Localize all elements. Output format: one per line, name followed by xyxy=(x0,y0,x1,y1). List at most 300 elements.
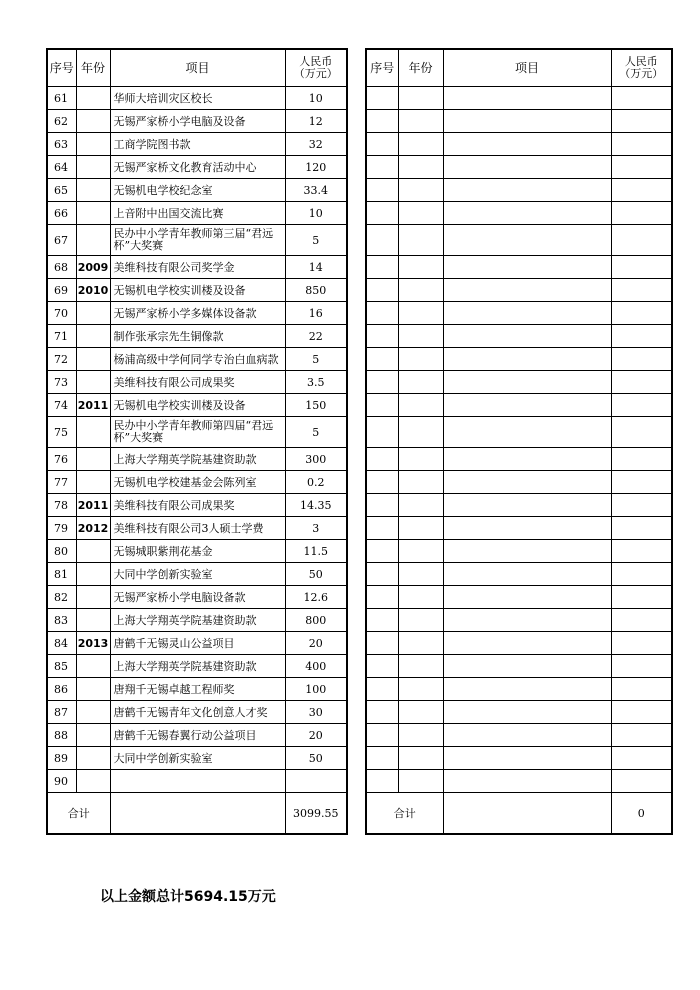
row-item xyxy=(110,770,285,793)
row-year xyxy=(398,517,443,540)
row-amount xyxy=(611,87,672,110)
right-total-label: 合计 xyxy=(366,793,443,835)
row-year xyxy=(76,348,110,371)
left-total-label: 合计 xyxy=(47,793,110,835)
row-number xyxy=(366,770,398,793)
row-number: 87 xyxy=(47,701,76,724)
row-item: 无锡严家桥小学多媒体设备款 xyxy=(110,302,285,325)
table-row xyxy=(47,279,347,302)
row-year xyxy=(398,678,443,701)
row-item: 上海大学翔英学院基建资助款 xyxy=(110,609,285,632)
table-row-empty xyxy=(366,417,672,448)
table-row-empty xyxy=(366,348,672,371)
table-row xyxy=(47,302,347,325)
table-row xyxy=(47,471,347,494)
grand-total-note: 以上金额总计5694.15万元 xyxy=(100,889,276,905)
row-amount: 3 xyxy=(285,517,347,540)
row-amount xyxy=(611,156,672,179)
table-row-empty xyxy=(366,517,672,540)
row-item xyxy=(443,256,611,279)
header-year: 年份 xyxy=(76,49,110,87)
table-row xyxy=(47,256,347,279)
table-row xyxy=(47,179,347,202)
row-number xyxy=(366,655,398,678)
row-number: 61 xyxy=(47,87,76,110)
row-amount xyxy=(611,133,672,156)
row-amount xyxy=(611,724,672,747)
row-year xyxy=(76,586,110,609)
left-header-row xyxy=(47,49,347,87)
row-year xyxy=(398,133,443,156)
header-rmb-line2: （万元） xyxy=(293,67,338,80)
row-year xyxy=(76,770,110,793)
table-row xyxy=(47,448,347,471)
row-amount xyxy=(611,586,672,609)
row-amount xyxy=(611,302,672,325)
row-number xyxy=(366,325,398,348)
row-year xyxy=(398,701,443,724)
table-row-empty xyxy=(366,632,672,655)
row-item xyxy=(443,394,611,417)
row-amount xyxy=(611,632,672,655)
row-item xyxy=(443,563,611,586)
row-item xyxy=(443,133,611,156)
row-number: 89 xyxy=(47,747,76,770)
row-item xyxy=(443,540,611,563)
row-item: 无锡严家桥小学电脑及设备 xyxy=(110,110,285,133)
row-year xyxy=(76,302,110,325)
row-number xyxy=(366,724,398,747)
row-year xyxy=(398,179,443,202)
row-amount: 3.5 xyxy=(285,371,347,394)
table-row-empty xyxy=(366,302,672,325)
table-row-empty xyxy=(366,87,672,110)
row-amount: 14.35 xyxy=(285,494,347,517)
table-row xyxy=(47,540,347,563)
row-number: 82 xyxy=(47,586,76,609)
row-number xyxy=(366,747,398,770)
row-year xyxy=(76,156,110,179)
row-year xyxy=(76,325,110,348)
table-row-empty xyxy=(366,471,672,494)
row-item xyxy=(443,448,611,471)
header-rmb-line1: 人民币 xyxy=(624,55,658,68)
row-number xyxy=(366,563,398,586)
row-item xyxy=(443,655,611,678)
row-number xyxy=(366,494,398,517)
row-item: 上海大学翔英学院基建资助款 xyxy=(110,655,285,678)
table-row-empty xyxy=(366,394,672,417)
right-total-row xyxy=(366,793,672,835)
row-number xyxy=(366,202,398,225)
row-amount xyxy=(611,110,672,133)
row-number: 76 xyxy=(47,448,76,471)
row-number xyxy=(366,133,398,156)
row-amount: 800 xyxy=(285,609,347,632)
row-number xyxy=(366,256,398,279)
row-number: 75 xyxy=(47,417,76,448)
row-number: 84 xyxy=(47,632,76,655)
row-number xyxy=(366,517,398,540)
row-amount: 32 xyxy=(285,133,347,156)
row-year xyxy=(398,586,443,609)
header-item: 项目 xyxy=(110,49,285,87)
row-item xyxy=(443,678,611,701)
row-number xyxy=(366,632,398,655)
row-number: 90 xyxy=(47,770,76,793)
row-amount xyxy=(611,471,672,494)
row-number: 80 xyxy=(47,540,76,563)
row-amount xyxy=(611,256,672,279)
header-rmb xyxy=(285,49,347,87)
row-item: 美维科技有限公司成果奖 xyxy=(110,371,285,394)
row-number xyxy=(366,678,398,701)
row-amount: 400 xyxy=(285,655,347,678)
row-amount xyxy=(611,179,672,202)
row-number: 74 xyxy=(47,394,76,417)
row-amount xyxy=(611,202,672,225)
row-item: 上海大学翔英学院基建资助款 xyxy=(110,448,285,471)
row-number: 73 xyxy=(47,371,76,394)
row-amount: 30 xyxy=(285,701,347,724)
table-row-empty xyxy=(366,563,672,586)
row-amount: 22 xyxy=(285,325,347,348)
row-number xyxy=(366,371,398,394)
row-number: 86 xyxy=(47,678,76,701)
row-number: 70 xyxy=(47,302,76,325)
row-number xyxy=(366,179,398,202)
row-number: 64 xyxy=(47,156,76,179)
row-item: 无锡严家桥小学电脑设备款 xyxy=(110,586,285,609)
table-row-empty xyxy=(366,110,672,133)
row-number: 68 xyxy=(47,256,76,279)
row-item: 无锡机电学校建基金会陈列室 xyxy=(110,471,285,494)
row-item: 唐鹤千无锡灵山公益项目 xyxy=(110,632,285,655)
row-number xyxy=(366,586,398,609)
row-item: 唐翔千无锡卓越工程师奖 xyxy=(110,678,285,701)
row-item: 制作张承宗先生铜像款 xyxy=(110,325,285,348)
table-row-empty xyxy=(366,655,672,678)
row-item: 美维科技有限公司成果奖 xyxy=(110,494,285,517)
row-item xyxy=(443,348,611,371)
row-number: 67 xyxy=(47,225,76,256)
right-total-empty xyxy=(443,793,611,835)
row-item xyxy=(443,371,611,394)
row-amount: 50 xyxy=(285,563,347,586)
row-item xyxy=(443,770,611,793)
row-number: 88 xyxy=(47,724,76,747)
table-row-empty xyxy=(366,724,672,747)
row-amount xyxy=(611,609,672,632)
table-row xyxy=(47,609,347,632)
row-item: 大同中学创新实验室 xyxy=(110,747,285,770)
header-item: 项目 xyxy=(443,49,611,87)
row-amount: 10 xyxy=(285,87,347,110)
row-number: 83 xyxy=(47,609,76,632)
table-row-empty xyxy=(366,448,672,471)
row-amount xyxy=(611,279,672,302)
row-amount xyxy=(611,225,672,256)
row-year xyxy=(76,471,110,494)
header-seq: 序号 xyxy=(366,49,398,87)
row-number: 62 xyxy=(47,110,76,133)
header-rmb xyxy=(611,49,672,87)
row-year xyxy=(398,87,443,110)
table-row xyxy=(47,563,347,586)
table-row xyxy=(47,724,347,747)
row-year xyxy=(76,655,110,678)
row-item xyxy=(443,225,611,256)
row-year: 2011 xyxy=(76,494,110,517)
row-number xyxy=(366,540,398,563)
row-item xyxy=(443,609,611,632)
table-row-empty xyxy=(366,225,672,256)
row-item: 工商学院图书款 xyxy=(110,133,285,156)
row-item: 唐鹤千无锡春翼行动公益项目 xyxy=(110,724,285,747)
table-row xyxy=(47,156,347,179)
row-number: 77 xyxy=(47,471,76,494)
row-number xyxy=(366,417,398,448)
row-number xyxy=(366,448,398,471)
row-year xyxy=(76,448,110,471)
row-item: 美维科技有限公司奖学金 xyxy=(110,256,285,279)
row-year xyxy=(76,133,110,156)
table-row-empty xyxy=(366,256,672,279)
row-item: 民办中小学青年教师第四届“君远杯”大奖赛 xyxy=(110,417,285,448)
table-row-empty xyxy=(366,279,672,302)
row-year xyxy=(398,471,443,494)
left-total-amount: 3099.55 xyxy=(285,793,347,835)
row-item xyxy=(443,586,611,609)
row-item: 杨浦高级中学何同学专治白血病款 xyxy=(110,348,285,371)
right-total-amount: 0 xyxy=(611,793,672,835)
table-row-empty xyxy=(366,540,672,563)
table-row xyxy=(47,586,347,609)
row-item xyxy=(443,471,611,494)
row-amount: 850 xyxy=(285,279,347,302)
right-header-row xyxy=(366,49,672,87)
table-row xyxy=(47,494,347,517)
row-year xyxy=(76,701,110,724)
row-amount: 120 xyxy=(285,156,347,179)
row-year xyxy=(398,747,443,770)
row-item: 无锡严家桥文化教育活动中心 xyxy=(110,156,285,179)
left-donation-table xyxy=(46,48,348,835)
row-year xyxy=(398,394,443,417)
table-row-empty xyxy=(366,156,672,179)
row-item xyxy=(443,202,611,225)
row-item xyxy=(443,494,611,517)
row-number: 81 xyxy=(47,563,76,586)
right-donation-table xyxy=(365,48,673,835)
row-item: 大同中学创新实验室 xyxy=(110,563,285,586)
row-year xyxy=(398,348,443,371)
row-number: 79 xyxy=(47,517,76,540)
row-number: 78 xyxy=(47,494,76,517)
table-row-empty xyxy=(366,678,672,701)
row-item: 无锡城职紫荆花基金 xyxy=(110,540,285,563)
row-number xyxy=(366,87,398,110)
row-year xyxy=(398,110,443,133)
row-item: 华师大培训灾区校长 xyxy=(110,87,285,110)
row-number xyxy=(366,302,398,325)
header-seq: 序号 xyxy=(47,49,76,87)
row-amount xyxy=(611,563,672,586)
row-amount xyxy=(611,448,672,471)
row-item xyxy=(443,632,611,655)
table-row xyxy=(47,110,347,133)
row-year xyxy=(76,371,110,394)
row-year: 2013 xyxy=(76,632,110,655)
row-number: 66 xyxy=(47,202,76,225)
table-row-empty xyxy=(366,770,672,793)
row-year xyxy=(76,179,110,202)
row-number xyxy=(366,701,398,724)
table-row-empty xyxy=(366,747,672,770)
row-item xyxy=(443,302,611,325)
table-row-empty xyxy=(366,371,672,394)
row-amount: 300 xyxy=(285,448,347,471)
row-year xyxy=(398,302,443,325)
table-row-empty xyxy=(366,609,672,632)
row-amount: 16 xyxy=(285,302,347,325)
row-item: 上音附中出国交流比赛 xyxy=(110,202,285,225)
row-year xyxy=(76,540,110,563)
row-year: 2009 xyxy=(76,256,110,279)
row-amount: 12.6 xyxy=(285,586,347,609)
row-year xyxy=(398,371,443,394)
header-rmb-line1: 人民币 xyxy=(299,55,333,68)
row-year xyxy=(398,202,443,225)
row-item: 无锡机电学校实训楼及设备 xyxy=(110,279,285,302)
row-year xyxy=(398,770,443,793)
table-row xyxy=(47,747,347,770)
row-year xyxy=(398,448,443,471)
row-year xyxy=(398,724,443,747)
row-year xyxy=(398,225,443,256)
table-row xyxy=(47,202,347,225)
row-amount: 5 xyxy=(285,348,347,371)
row-amount xyxy=(611,371,672,394)
row-number xyxy=(366,225,398,256)
row-number: 71 xyxy=(47,325,76,348)
table-row xyxy=(47,325,347,348)
row-item: 无锡机电学校纪念室 xyxy=(110,179,285,202)
row-amount xyxy=(285,770,347,793)
table-row-empty xyxy=(366,202,672,225)
header-rmb-line2: （万元） xyxy=(619,67,664,80)
table-row xyxy=(47,348,347,371)
row-amount: 10 xyxy=(285,202,347,225)
row-year xyxy=(398,494,443,517)
row-amount: 100 xyxy=(285,678,347,701)
row-year xyxy=(76,417,110,448)
row-item xyxy=(443,325,611,348)
row-number: 63 xyxy=(47,133,76,156)
row-item xyxy=(443,87,611,110)
row-amount xyxy=(611,655,672,678)
row-year: 2011 xyxy=(76,394,110,417)
left-total-empty xyxy=(110,793,285,835)
row-item xyxy=(443,517,611,540)
row-amount: 0.2 xyxy=(285,471,347,494)
row-item xyxy=(443,179,611,202)
row-amount: 20 xyxy=(285,724,347,747)
row-amount xyxy=(611,678,672,701)
table-row xyxy=(47,701,347,724)
row-number: 69 xyxy=(47,279,76,302)
row-year xyxy=(398,632,443,655)
row-amount xyxy=(611,701,672,724)
row-amount xyxy=(611,494,672,517)
table-row xyxy=(47,632,347,655)
left-total-row xyxy=(47,793,347,835)
row-item xyxy=(443,724,611,747)
row-year xyxy=(76,202,110,225)
row-year xyxy=(76,563,110,586)
row-year xyxy=(398,563,443,586)
row-number: 65 xyxy=(47,179,76,202)
row-item xyxy=(443,417,611,448)
row-amount xyxy=(611,770,672,793)
row-amount: 11.5 xyxy=(285,540,347,563)
row-item xyxy=(443,701,611,724)
row-item: 无锡机电学校实训楼及设备 xyxy=(110,394,285,417)
table-row-empty xyxy=(366,701,672,724)
row-item xyxy=(443,747,611,770)
row-year xyxy=(398,279,443,302)
row-item: 美维科技有限公司3人硕士学费 xyxy=(110,517,285,540)
row-item: 唐鹤千无锡青年文化创意人才奖 xyxy=(110,701,285,724)
table-row xyxy=(47,678,347,701)
table-row xyxy=(47,225,347,256)
row-item xyxy=(443,156,611,179)
row-amount: 12 xyxy=(285,110,347,133)
row-amount xyxy=(611,325,672,348)
row-year xyxy=(398,655,443,678)
row-amount xyxy=(611,747,672,770)
row-amount: 33.4 xyxy=(285,179,347,202)
row-year xyxy=(76,747,110,770)
row-number xyxy=(366,394,398,417)
table-row xyxy=(47,371,347,394)
row-item xyxy=(443,279,611,302)
table-row xyxy=(47,133,347,156)
row-item xyxy=(443,110,611,133)
row-number xyxy=(366,156,398,179)
row-year xyxy=(398,256,443,279)
table-row-empty xyxy=(366,494,672,517)
row-year xyxy=(76,609,110,632)
row-year xyxy=(398,417,443,448)
row-number xyxy=(366,110,398,133)
table-row xyxy=(47,517,347,540)
row-number xyxy=(366,348,398,371)
row-number xyxy=(366,471,398,494)
table-row xyxy=(47,87,347,110)
table-row xyxy=(47,417,347,448)
row-year xyxy=(398,609,443,632)
table-row-empty xyxy=(366,133,672,156)
row-year xyxy=(76,678,110,701)
row-amount: 50 xyxy=(285,747,347,770)
row-item: 民办中小学青年教师第三届“君远杯”大奖赛 xyxy=(110,225,285,256)
table-row-empty xyxy=(366,586,672,609)
row-number: 72 xyxy=(47,348,76,371)
row-amount: 5 xyxy=(285,417,347,448)
row-year xyxy=(398,540,443,563)
row-year xyxy=(398,156,443,179)
